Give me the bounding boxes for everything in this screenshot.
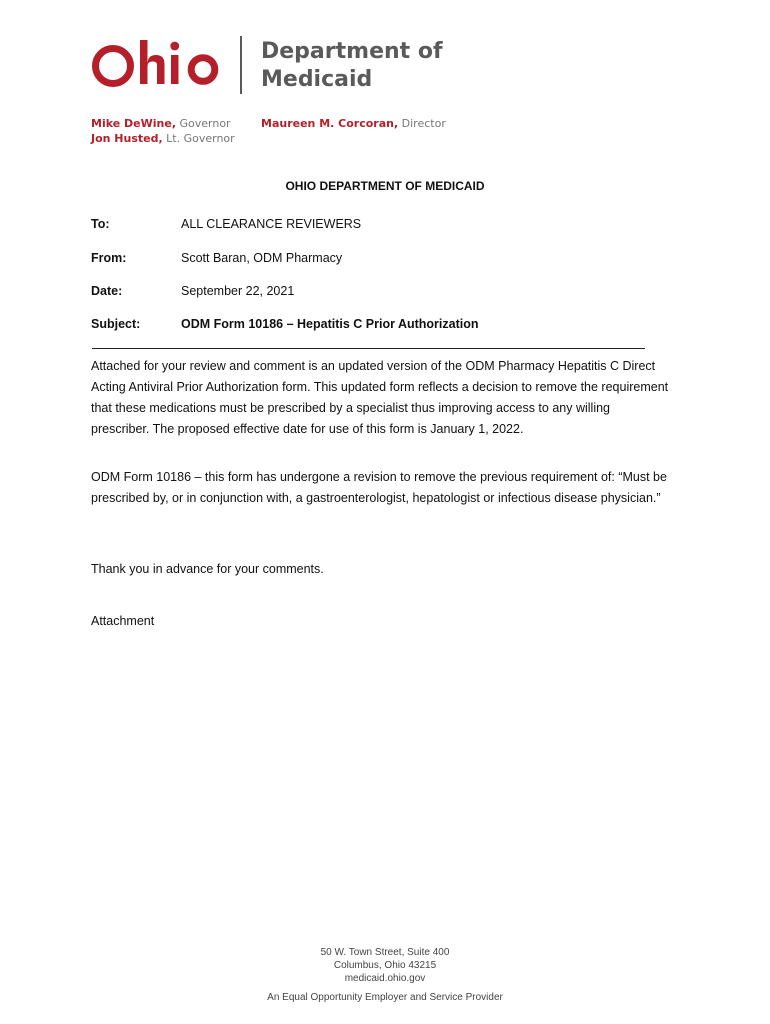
director-title: Director (398, 117, 446, 130)
subject-label: Subject: (91, 317, 141, 331)
date-label: Date: (91, 284, 123, 298)
body-paragraph-1: Attached for your review and comment is an updated version of the ODM Pharmacy Hepatitis C Direct Acting Antiviral Prior Authorization form. This updated form reflects a decision to remove the requirement that these medications must be prescribed by a specialist thus improving access to any willing prescriber. The proposed effective date for use of this form is January 1, 2022. (91, 359, 669, 436)
footer-address-line-1: 50 W. Town Street, Suite 400 (320, 947, 450, 958)
body-paragraph-4: Attachment (91, 614, 155, 628)
director-line (261, 116, 446, 131)
from-value: Scott Baran, ODM Pharmacy (181, 251, 343, 265)
footer-equal-opportunity (0, 992, 770, 1003)
to-value: ALL CLEARANCE REVIEWERS (181, 217, 362, 231)
lt-governor-line (91, 131, 235, 146)
to-label: To: (91, 217, 110, 231)
governor-name: Mike DeWine, (91, 117, 176, 130)
header-rule (92, 348, 645, 349)
footer-address-line-2: Columbus, Ohio 43215 (333, 960, 437, 971)
lt-governor-name: Jon Husted, (91, 132, 163, 145)
department-line-1: Department of (261, 39, 443, 64)
lt-governor-title: Lt. Governor (162, 132, 235, 145)
body-paragraph-3: Thank you in advance for your comments. (91, 562, 324, 576)
subject-value: ODM Form 10186 – Hepatitis C Prior Authorization (181, 317, 479, 331)
governor-line (91, 116, 235, 131)
department-name (261, 38, 443, 94)
director-name: Maureen M. Corcoran, (261, 117, 399, 130)
footer-website: medicaid.ohio.gov (344, 973, 426, 984)
department-line-2: Medicaid (261, 67, 373, 92)
from-label: From: (91, 251, 127, 265)
governor-title: Governor (176, 117, 231, 130)
body-paragraph-2: ODM Form 10186 – this form has undergone a revision to remove the previous requirement of: “Must be prescribed by, or in conjunction with, a gastroenterologist, hepatologist or infectious disease physician.” (91, 470, 667, 505)
ohio-logo-graphic (90, 38, 230, 90)
memo-title: OHIO DEPARTMENT OF MEDICAID (285, 179, 485, 193)
footer-address (0, 946, 770, 985)
ohio-logo (90, 38, 230, 90)
header-divider (240, 36, 242, 94)
officials-right (261, 116, 446, 131)
officials-left (91, 116, 235, 146)
equal-opportunity-statement: An Equal Opportunity Employer and Service Provider (267, 992, 503, 1003)
date-value: September 22, 2021 (181, 284, 295, 298)
